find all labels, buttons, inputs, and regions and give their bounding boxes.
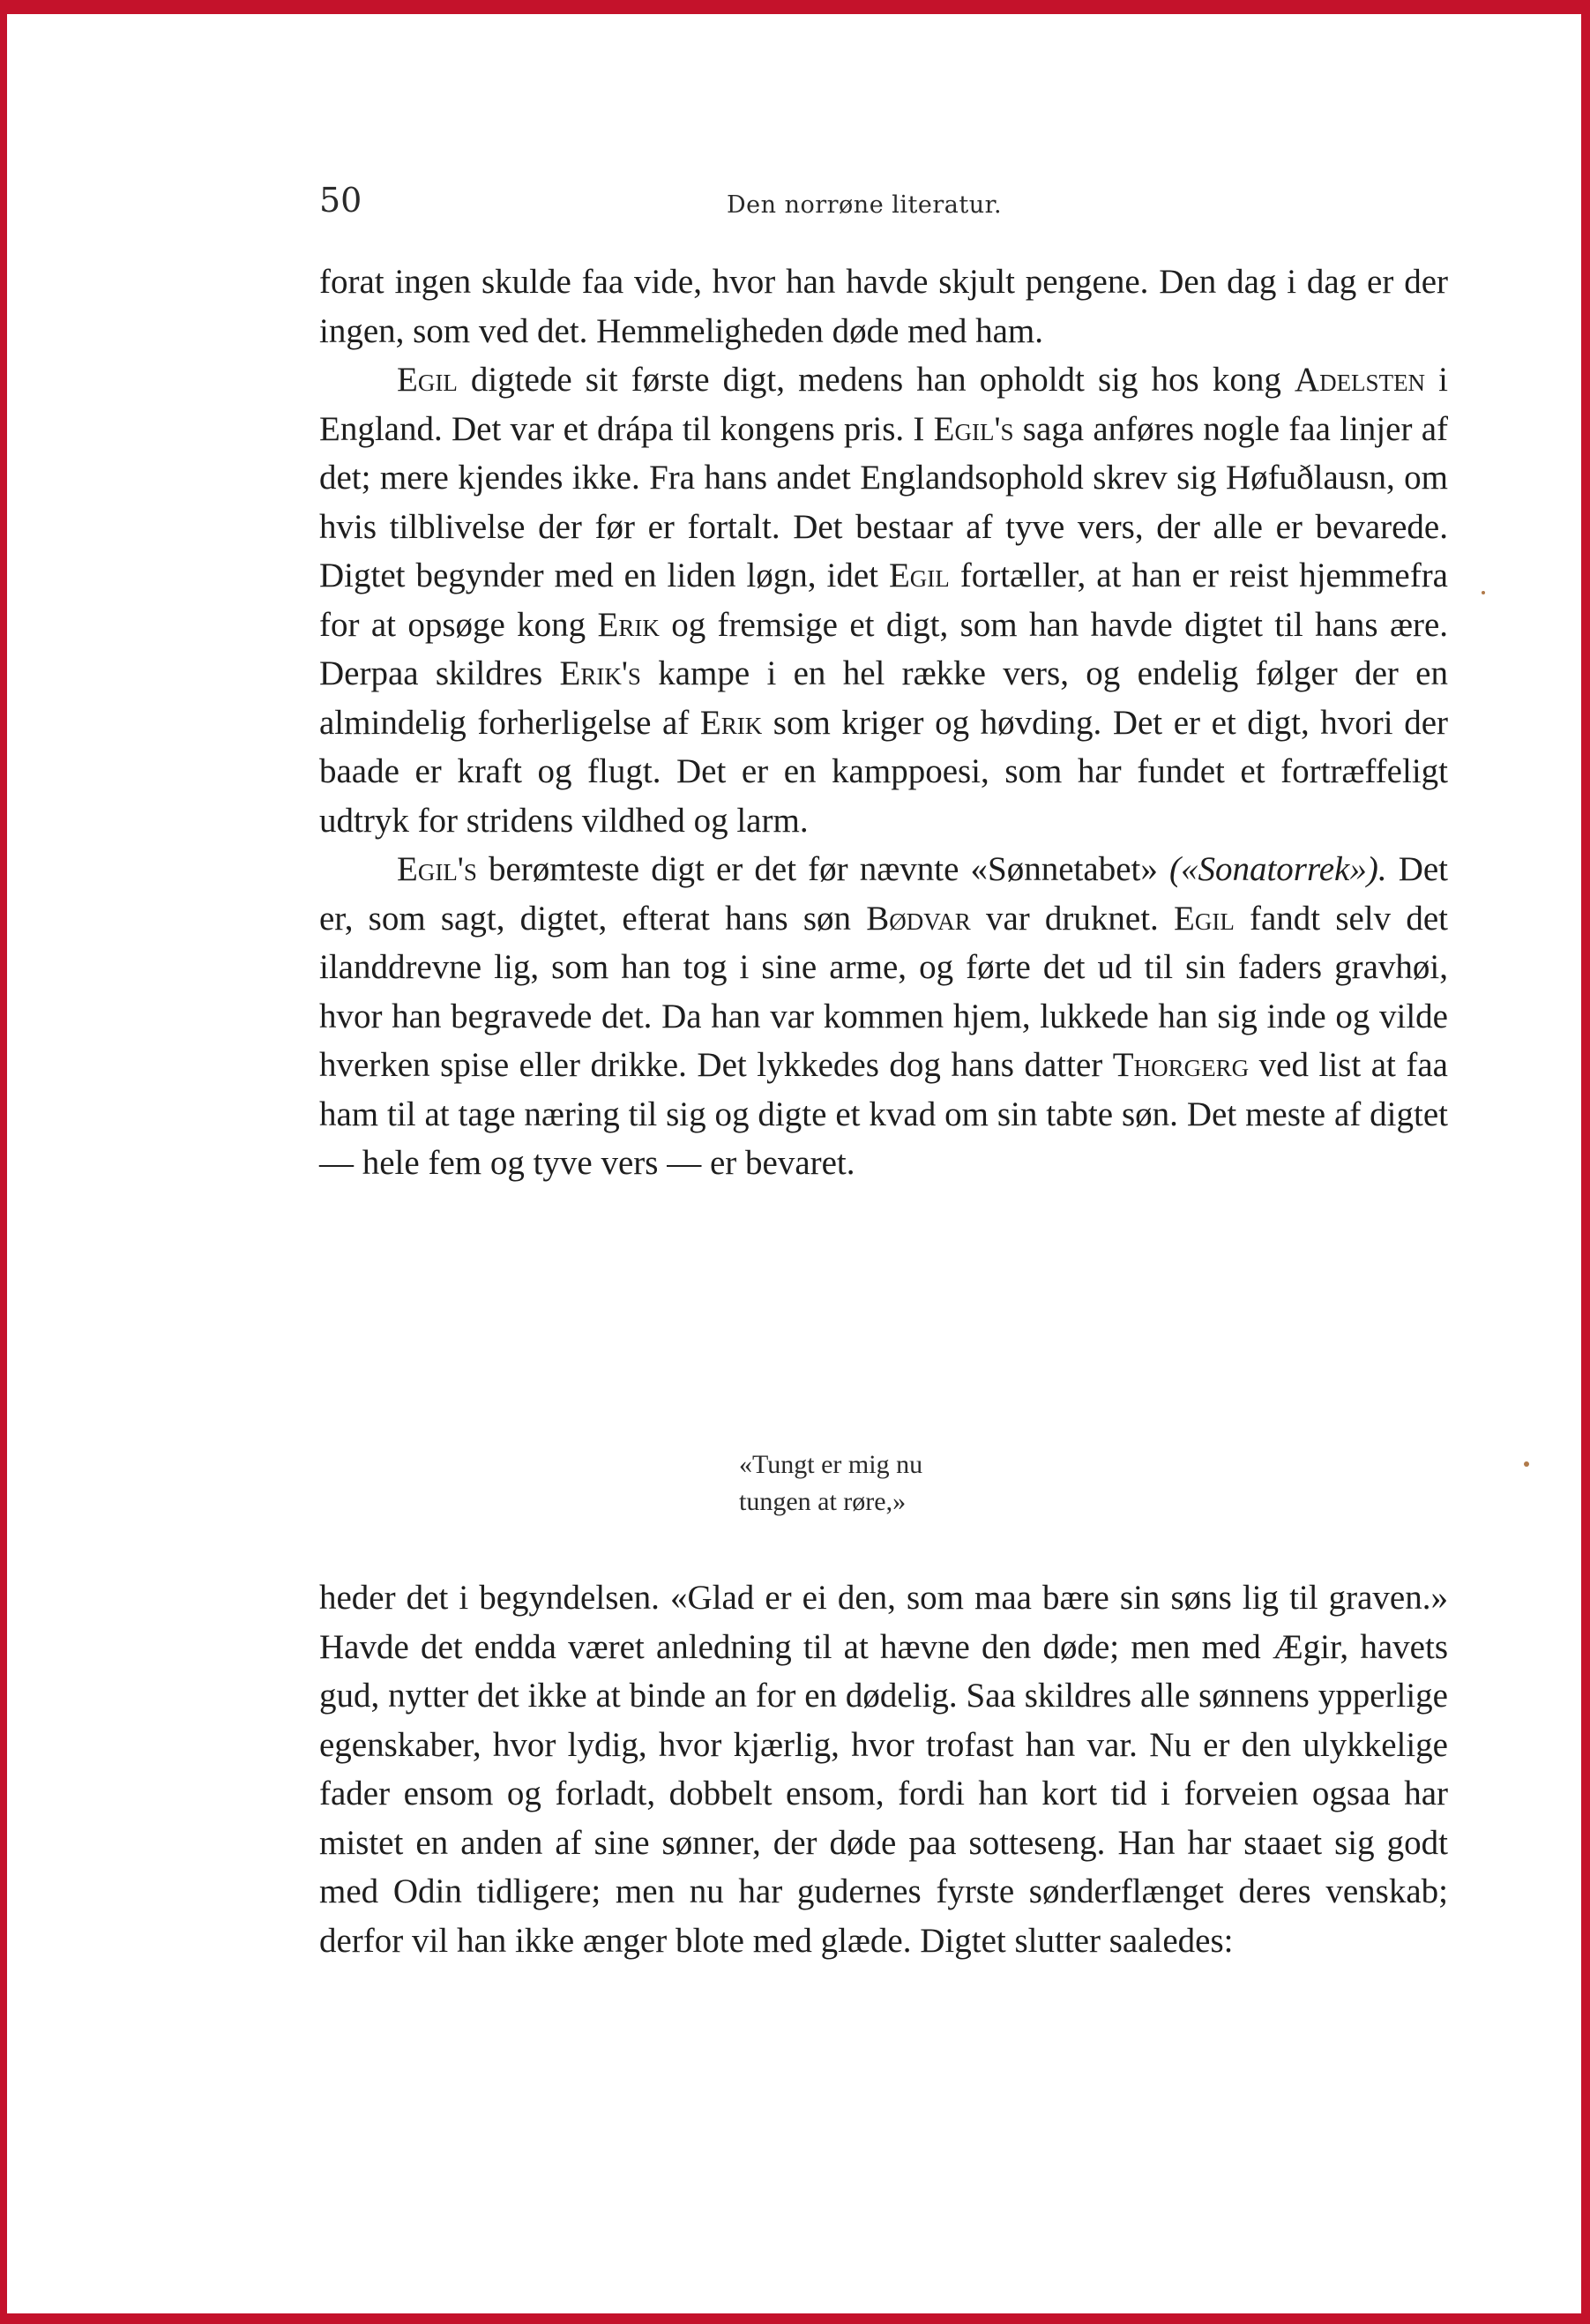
paragraph-3: Egil's berømteste digt er det før nævnte «Sønnetabet» («Sonatorrek»). Det er, som sagt, digtet, efterat hans søn Bødvar var druknet. Egil fandt selv det ilanddrevne lig, som han tog i sine arme, og førte det ud til sin faders gravhøi, hvor han begravede det. Da han var kommen hjem, lukkede han sig inde og vilde hverken spise eller drikke. Det lykkedes dog hans datter Thorgerg ved list at faa ham til at tage næring til sig og digte et kvad om sin tabte søn. Det meste af digtet — hele fem og tyve vers — er bevaret. <box>319 850 1449 1182</box>
name-thorgerg: Thorgerg <box>1112 1046 1250 1084</box>
text-column-lower <box>319 1573 1448 1965</box>
name-erik: Erik <box>597 605 660 644</box>
text-column-upper <box>319 258 1448 1188</box>
name-egils: Egil's <box>397 850 477 888</box>
name-egil: Egil <box>1174 899 1235 938</box>
paragraph-1: forat ingen skulde faa vide, hvor han havde skjult pengene. Den dag i dag er der ingen, som ved det. Hemmeligheden døde med ham. <box>319 263 1448 350</box>
name-egils: Egil's <box>933 409 1014 448</box>
paragraph-2: Egil digtede sit første digt, medens han opholdt sig hos kong Adelsten i England. Det var et drápa til kongens pris. I Egil's saga anføres nogle faa linjer af det; mere kjendes ikke. Fra hans andet Englandsophold skrev sig Høfuðlausn, om hvis tilblivelse der før er fortalt. Det bestaar af tyve vers, der alle er bevarede. Digtet begynder med en liden løgn, idet Egil fortæller, at han er reist hjemmefra for at opsøge kong Erik og fremsige et digt, som han havde digtet til hans ære. Derpaa skildres Erik's kampe i en hel række vers, og endelig følger der en almindelig forherligelse af Erik som kriger og høvding. Det er et digt, hvori der baade er kraft og flugt. Det er en kamppoesi, som har fundet et fortræffeligt udtryk for stridens vildhed og larm. <box>319 361 1449 840</box>
verse-line: tungen at røre,» <box>739 1487 907 1516</box>
page-number: 50 <box>319 181 362 220</box>
paper-speck <box>1524 1461 1529 1467</box>
verse-line: «Tungt er mig nu <box>739 1450 923 1479</box>
name-eriks: Erik's <box>559 654 641 692</box>
name-egil: Egil <box>397 361 458 399</box>
title-sonatorrek: («Sonatorrek»). <box>1168 850 1387 888</box>
page-header <box>319 181 1439 234</box>
name-adelsten: Adelsten <box>1294 361 1426 399</box>
paragraph-4: heder det i begyndelsen. «Glad er ei den, som maa bære sin søns lig til graven.» Havde det endda været anledning til at hævne den døde; men med Ægir, havets gud, nytter det ikke at binde an for en dødelig. Saa skildres alle sønnens ypperlige egenskaber, hvor lydig, hvor kjærlig, hvor trofast han var. Nu er den ulykkelige fader ensom og forladt, dobbelt ensom, fordi han kort tid i forveien ogsaa har mistet en anden af sine sønner, der døde paa sotteseng. Han har staaet sig godt med Odin tidligere; men nu har gudernes fyrste sønderflænget deres venskab; derfor vil han ikke ænger blote med glæde. Digtet slutter saaledes: <box>319 1579 1448 1960</box>
name-erik: Erik <box>699 703 763 742</box>
verse-quote <box>739 1446 922 1521</box>
name-bodvar: Bødvar <box>866 899 971 938</box>
name-egil: Egil <box>888 557 950 594</box>
paper-speck <box>1482 591 1485 594</box>
running-head: Den norrøne literatur. <box>727 191 1003 219</box>
